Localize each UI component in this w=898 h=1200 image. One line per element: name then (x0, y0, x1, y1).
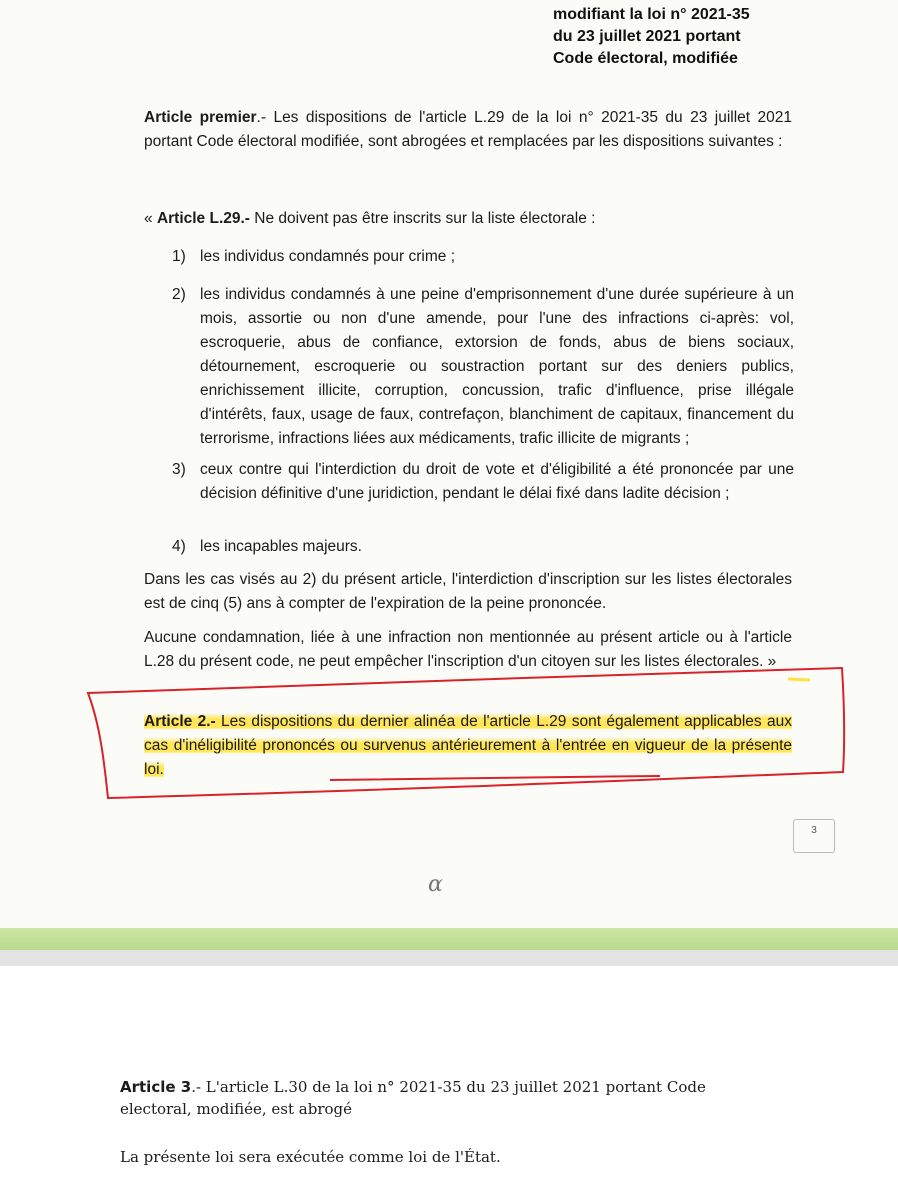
page-number: 3 (793, 819, 835, 853)
article-l29-paragraph-1: Dans les cas visés au 2) du présent article, l'interdiction d'inscription sur les listes électorales est de cinq (5) ans à compter de l'expiration de la peine prononcée. (144, 571, 792, 612)
document-header (553, 4, 873, 70)
page-edge (0, 928, 898, 950)
article-premier-text: .- Les dispositions de l'article L.29 de la loi n° 2021-35 du 23 juillet 2021 portant Code électoral modifiée, sont abrogées et remplacées par les dispositions suivantes : (144, 109, 792, 150)
list-item-text: les individus condamnés pour crime ; (200, 248, 456, 265)
article-premier-title: Article premier (144, 109, 257, 126)
article-l29-title: Article L.29.- (156, 210, 250, 227)
page-gap (0, 950, 898, 966)
highlight-stroke (788, 679, 810, 680)
article-2 (144, 710, 792, 782)
article-l29-heading (144, 207, 792, 231)
list-item-number: 1) (172, 248, 186, 265)
header-line-1: modifiant la loi n° 2021-35 (553, 6, 750, 23)
list-item-number: 2) (172, 286, 186, 303)
list-item-number: 4) (172, 538, 186, 555)
article-premier (144, 106, 792, 154)
article-l29-intro: Ne doivent pas être inscrits sur la liste électorale : (249, 210, 596, 227)
list-item-text: les incapables majeurs. (200, 538, 362, 555)
article-2-text: Les dispositions du dernier alinéa de l'article L.29 sont également applicables aux cas d'inéligibilité prononcés ou survenus antérieurement à l'entrée en vigueur de la présente loi. (144, 713, 792, 778)
header-line-2: du 23 juillet 2021 portant (553, 28, 741, 45)
article-3 (120, 1076, 780, 1120)
list-item-text: ceux contre qui l'interdiction du droit de vote et d'éligibilité a été prononcée par une décision définitive d'une juridiction, pendant le délai fixé dans ladite décision ; (200, 461, 794, 502)
list-item-text: les individus condamnés à une peine d'emprisonnement d'une durée supérieure à un mois, assortie ou non d'une amende, pour l'une des infractions ci-après: vol, escroquerie, abus de confiance, extorsion de fonds, abus de biens sociaux, détournement, escroquerie ou soustraction portant sur des deniers publics, enrichissement illicite, corruption, concussion, trafic d'influence, prise illégale d'intérêts, faux, usage de faux, contrefaçon, blanchiment de capitaux, financement du terrorisme, infractions liées aux médicaments, trafic illicite de migrants ; (200, 286, 794, 447)
margin-mark: ɑ (428, 872, 443, 897)
closing-statement: La présente loi sera exécutée comme loi de l'État. (120, 1148, 501, 1166)
article-3-text: .- L'article L.30 de la loi n° 2021-35 du 23 juillet 2021 portant Code electoral, modifiée, est abrogé (120, 1078, 706, 1118)
quote-open: « (144, 210, 157, 227)
header-line-3: Code électoral, modifiée (553, 50, 738, 67)
article-3-title: Article 3 (120, 1078, 192, 1096)
list-item-number: 3) (172, 461, 186, 478)
highlighted-text (144, 713, 792, 778)
article-l29-paragraph-2: Aucune condamnation, liée à une infraction non mentionnée au présent article ou à l'article L.28 du présent code, ne peut empêcher l'inscription d'un citoyen sur les listes électorales. » (144, 629, 792, 670)
document-page-2 (0, 966, 898, 1200)
article-2-title: Article 2.- (144, 713, 216, 730)
